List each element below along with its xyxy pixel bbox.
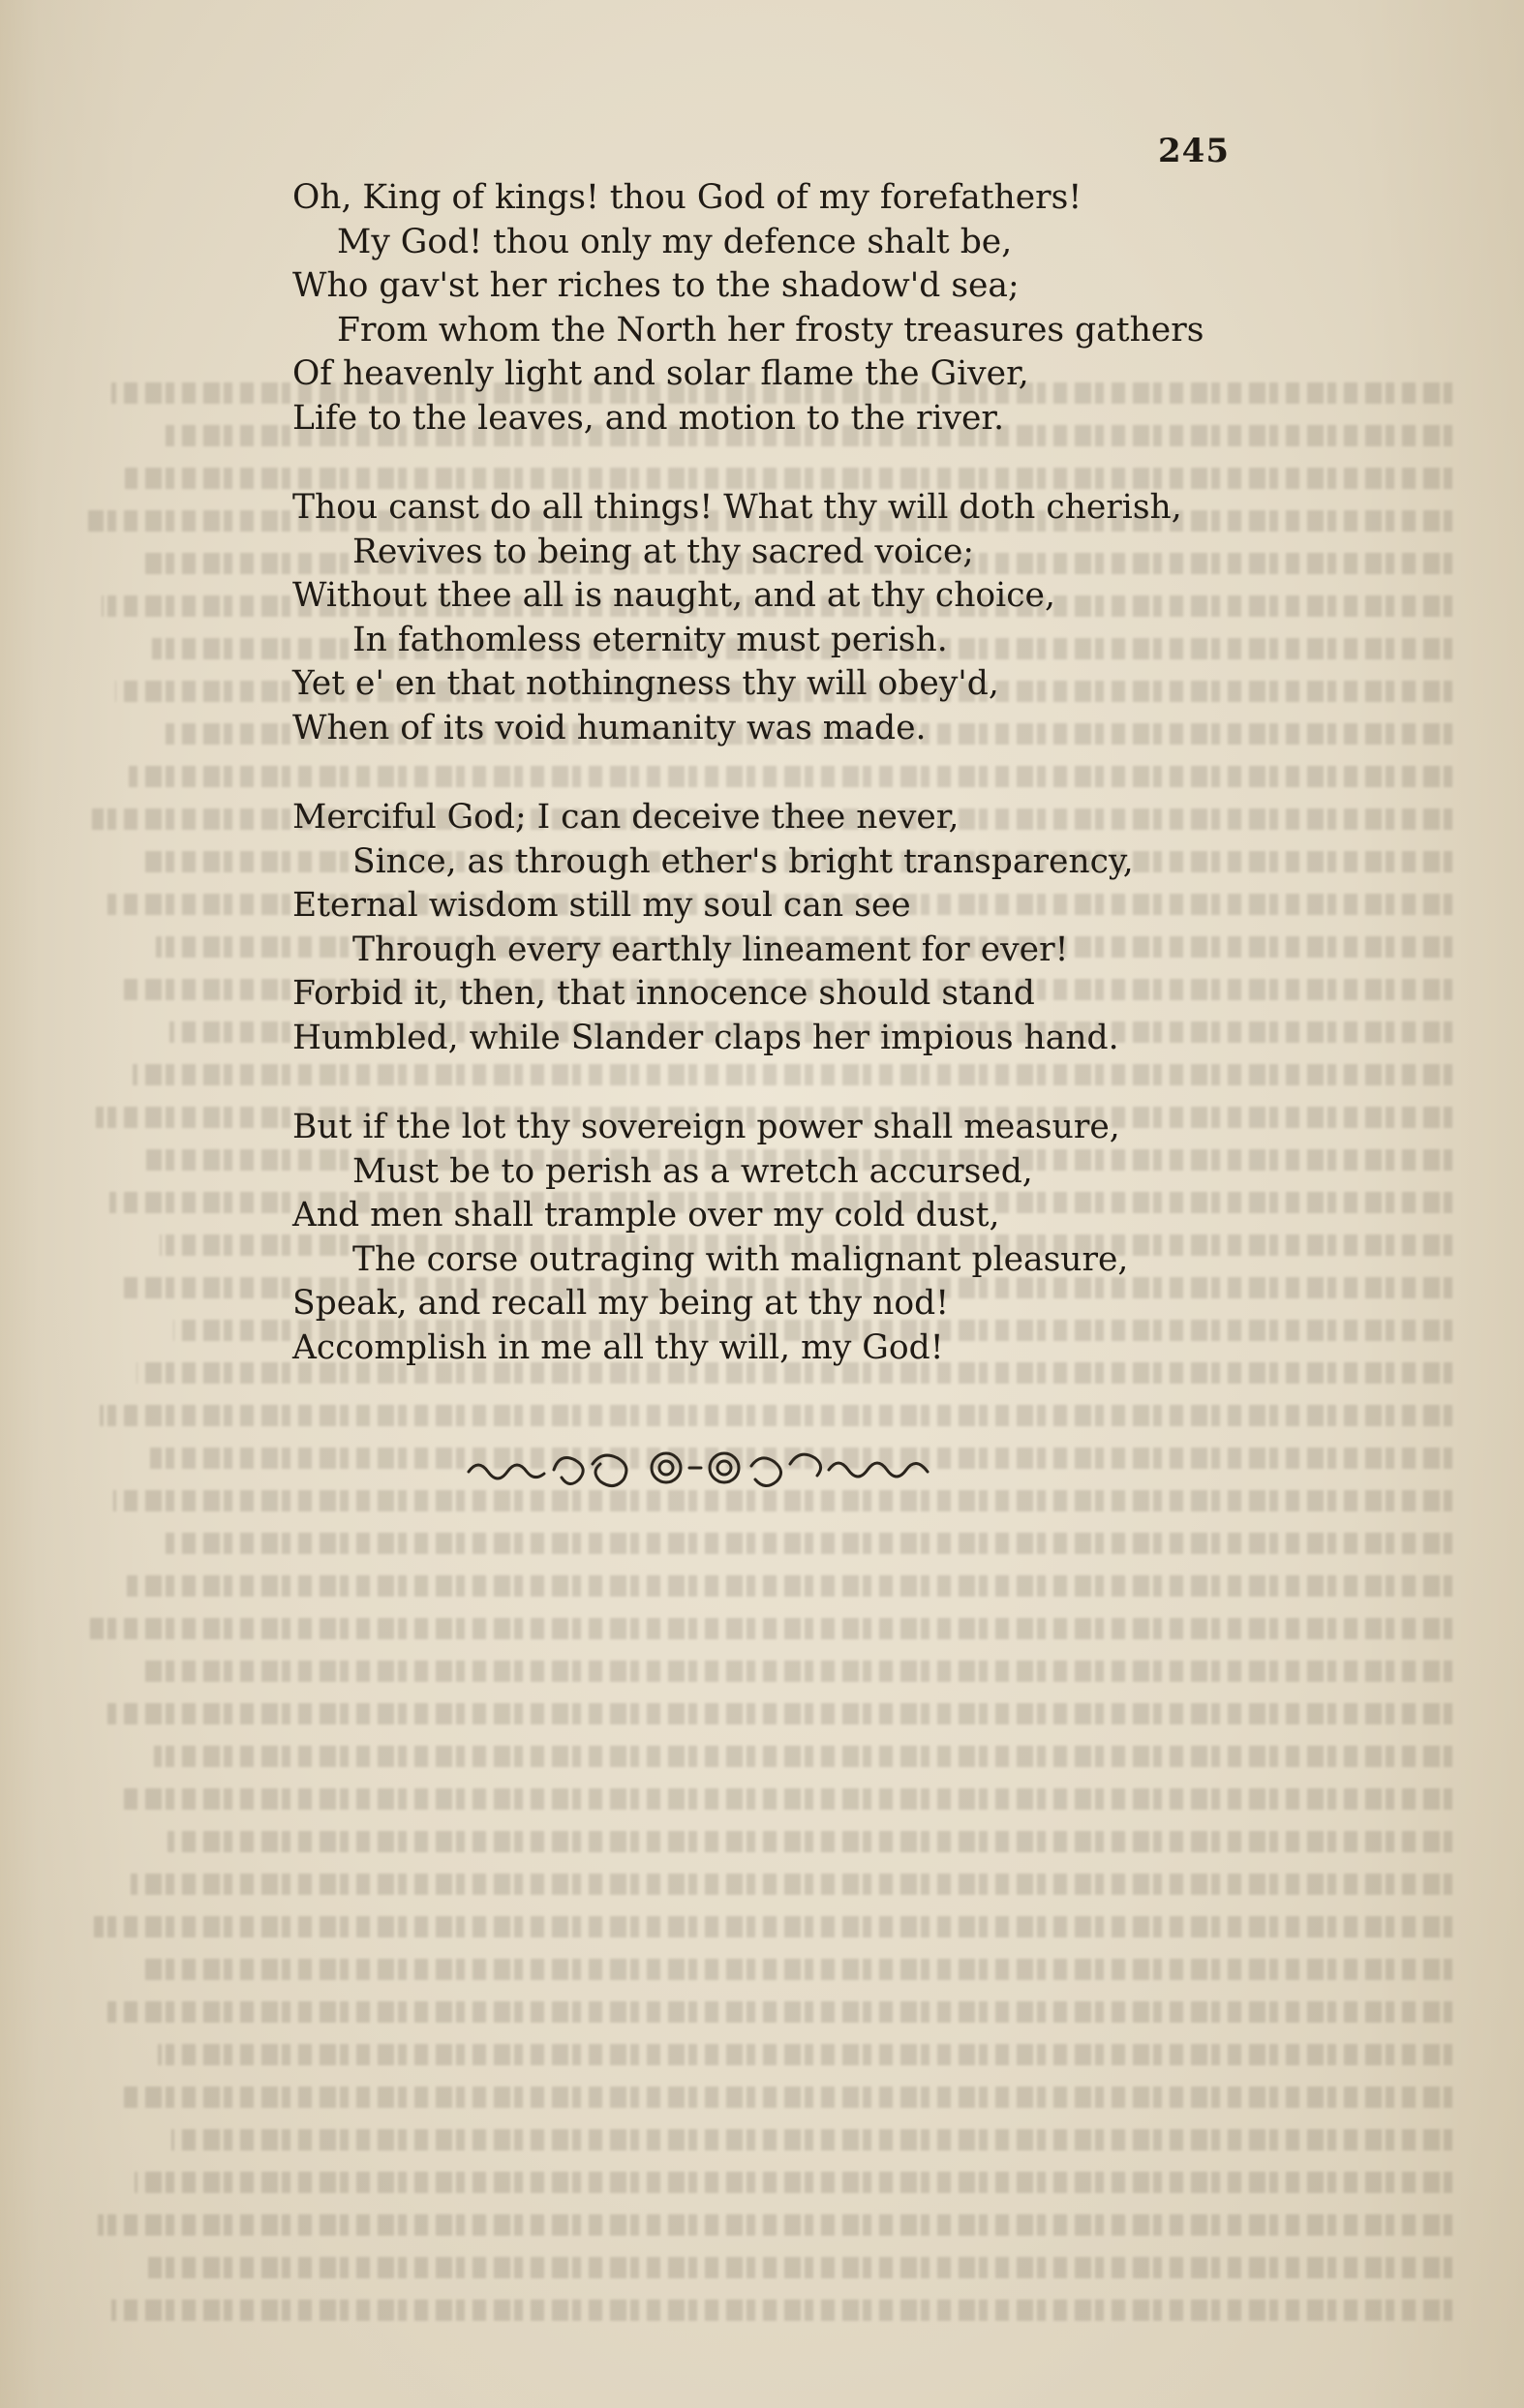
poem-line: But if the lot thy sovereign power shall measure, xyxy=(292,1108,1120,1146)
poem-line: Without thee all is naught, and at thy choice, xyxy=(292,576,1055,615)
stanza xyxy=(292,796,1319,1060)
poem-line: Oh, King of kings! thou God of my forefathers! xyxy=(292,178,1082,217)
poem-line: In fathomless eternity must perish. xyxy=(352,620,948,659)
poem-line: My God! thou only my defence shalt be, xyxy=(337,222,1013,261)
poem-line: From whom the North her frosty treasures gathers xyxy=(337,310,1204,350)
stanza xyxy=(292,486,1319,750)
stanza xyxy=(292,1106,1319,1370)
poem-line: Humbled, while Slander claps her impious hand. xyxy=(292,1018,1119,1057)
stanza xyxy=(292,176,1319,441)
poem-line: Yet e' en that nothingness thy will obey'd, xyxy=(292,664,999,703)
poem-line: Must be to perish as a wretch accursed, xyxy=(352,1151,1033,1191)
poem-line: Forbid it, then, that innocence should stand xyxy=(292,974,1035,1013)
poem-line: Accomplish in me all thy will, my God! xyxy=(292,1327,944,1367)
poem-line: Life to the leaves, and motion to the river. xyxy=(292,398,1005,438)
poem-line: Revives to being at thy sacred voice; xyxy=(352,532,975,571)
poem-line: Eternal wisdom still my soul can see xyxy=(292,886,911,925)
poem xyxy=(292,176,1319,1416)
scroll-ornament-icon xyxy=(461,1443,964,1491)
poem-line: When of its void humanity was made. xyxy=(292,708,927,747)
poem-line: Since, as through ether's bright transparency, xyxy=(352,841,1134,881)
poem-line: Of heavenly light and solar flame the Giver, xyxy=(292,354,1029,393)
poem-line: Thou canst do all things! What thy will doth cherish, xyxy=(292,488,1182,527)
page-number: 245 xyxy=(1158,132,1230,170)
poem-line: And men shall trample over my cold dust, xyxy=(292,1196,1000,1234)
poem-line: Merciful God; I can deceive thee never, xyxy=(292,798,960,837)
poem-line: The corse outraging with malignant pleasure, xyxy=(352,1239,1129,1279)
poem-line: Who gav'st her riches to the shadow'd sea; xyxy=(292,266,1020,305)
poem-line: Through every earthly lineament for ever! xyxy=(352,930,1069,969)
poem-line: Speak, and recall my being at thy nod! xyxy=(292,1284,950,1323)
